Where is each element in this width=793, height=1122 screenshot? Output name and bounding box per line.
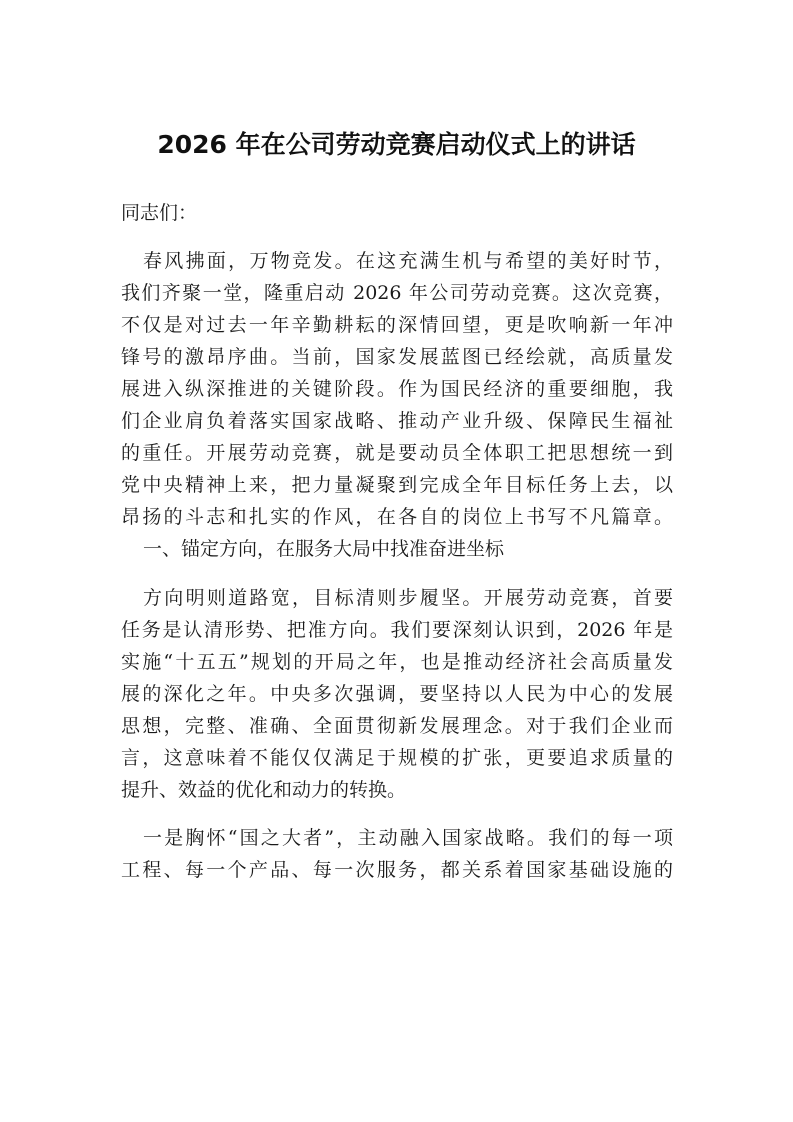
paragraph-line: 言，这意味着不能仅仅满足于规模的扩张，更要追求质量的: [121, 747, 673, 769]
paragraph-line: 们企业肩负着落实国家战略、推动产业升级、保障民生福祉: [121, 410, 673, 432]
paragraph-line: 展的深化之年。中央多次强调，要坚持以人民为中心的发展: [121, 683, 673, 705]
paragraph-line: 春风拂面，万物竞发。在这充满生机与希望的美好时节，: [143, 250, 673, 272]
paragraph-line: 锋号的激昂序曲。当前，国家发展蓝图已经绘就，高质量发: [121, 346, 673, 368]
section-heading: 一、锚定方向，在服务大局中找准奋进坐标: [143, 538, 505, 560]
paragraph-line: 方向明则道路宽，目标清则步履坚。开展劳动竞赛，首要: [143, 587, 673, 609]
paragraph-line: 思想，完整、准确、全面贯彻新发展理念。对于我们企业而: [121, 715, 673, 737]
document-title: 2026 年在公司劳动竞赛启动仪式上的讲话: [157, 130, 636, 159]
paragraph-line: 昂扬的斗志和扎实的作风，在各自的岗位上书写不凡篇章。: [121, 506, 673, 528]
paragraph-line: 我们齐聚一堂，隆重启动 2026 年公司劳动竞赛。这次竞赛，: [121, 282, 673, 304]
paragraph-line: 一是胸怀“国之大者”，主动融入国家战略。我们的每一项: [143, 827, 673, 849]
paragraph-line: 的重任。开展劳动竞赛，就是要动员全体职工把思想统一到: [121, 442, 673, 464]
paragraph-line: 展进入纵深推进的关键阶段。作为国民经济的重要细胞，我: [121, 378, 673, 400]
paragraph-line: 任务是认清形势、把准方向。我们要深刻认识到，2026 年是: [121, 619, 673, 641]
paragraph-line: 党中央精神上来，把力量凝聚到完成全年目标任务上去，以: [121, 474, 673, 496]
paragraph-line: 不仅是对过去一年辛勤耕耘的深情回望，更是吹响新一年冲: [121, 314, 673, 336]
paragraph-line: 提升、效益的优化和动力的转换。: [121, 779, 407, 801]
paragraph-line: 工程、每一个产品、每一次服务，都关系着国家基础设施的: [121, 859, 673, 881]
salutation: 同志们：: [121, 202, 198, 224]
paragraph-line: 实施“十五五”规划的开局之年，也是推动经济社会高质量发: [121, 651, 673, 673]
